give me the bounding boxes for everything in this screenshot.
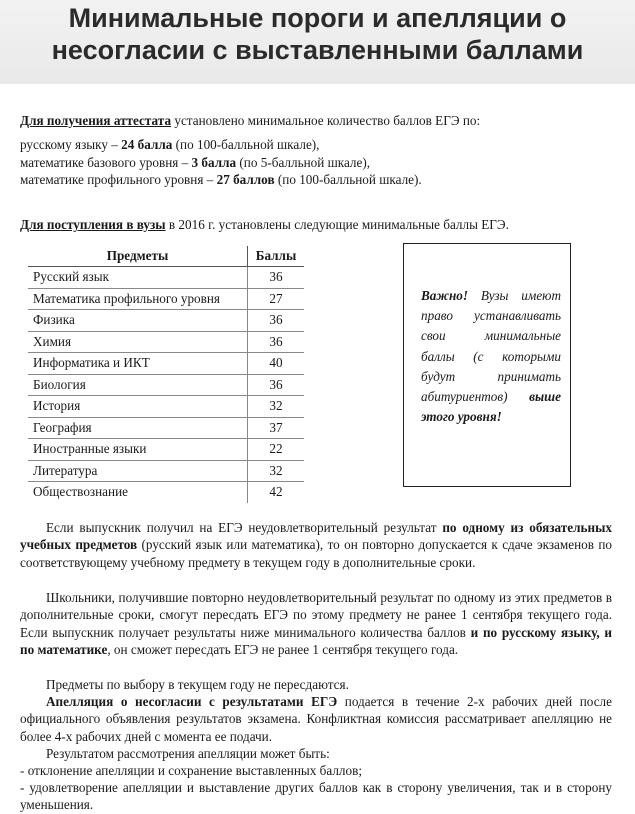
attestat-item-value: 24 балла [121,137,173,152]
note-tail: ! [496,409,502,425]
attestat-lead-rest: установлено минимальное количество баллов ЕГЭ по: [171,113,481,128]
attestat-lead-bold: Для получения аттестата [20,113,172,128]
paragraph-retake [20,519,612,571]
subject-cell: Литература [28,460,248,482]
paragraph-elective: Предметы по выбору в текущем году не пересдаются. [46,677,349,692]
paragraph-bold: Апелляция о несогласии с результатами ЕГЭ [46,694,338,709]
score-cell: 36 [248,331,305,353]
vuz-lead-bold: Для поступления в вузы [20,217,166,232]
subject-cell: Химия [28,331,248,353]
attestat-item-value: 27 баллов [216,172,275,187]
table-row [28,288,304,310]
header-subjects: Предметы [28,246,248,267]
subject-cell: Обществознание [28,482,248,503]
note-bold-start: Важно! [421,288,468,303]
score-cell: 36 [248,310,305,332]
attestat-lead [20,112,480,129]
appeal-result-accept: - удовлетворение апелляции и выставление других баллов как в сторону увеличения, так и в сторону уменьшения. [20,780,612,813]
note-bold-end: выше этого уровня [421,389,561,425]
score-cell: 32 [248,460,305,482]
paragraph-appeal-results: Результатом рассмотрения апелляции может быть: [46,746,330,761]
title-line-1: Минимальные пороги и апелляции о [68,3,567,33]
title-line-2: несогласии с выставленными баллами [51,35,584,65]
scores-table [28,246,304,503]
table-row [28,267,304,289]
attestat-item-text: русскому языку – [20,137,122,152]
attestat-item [20,136,319,153]
score-cell: 37 [248,417,305,439]
page-title [0,2,635,66]
score-cell: 42 [248,482,305,503]
important-note [403,243,571,487]
subject-cell: Информатика и ИКТ [28,353,248,375]
note-text: Вузы имеют право устанавливать свои минимальные баллы (с которыми будут принимать абитуриентов) [421,288,561,405]
attestat-item-scale: (по 100-балльной шкале), [172,137,320,152]
table-row [28,482,304,503]
paragraph-bold: по одному из обязательных учебных предметов [20,520,612,553]
header-scores: Баллы [248,246,305,267]
table-row [28,460,304,482]
table-row [28,417,304,439]
attestat-item [20,154,370,171]
paragraph-appeal [20,693,612,745]
table-header-row [28,246,304,267]
paragraph-bold: и по русскому языку, и по математике [20,624,613,658]
score-cell: 22 [248,439,305,461]
score-cell: 36 [248,374,305,396]
paragraph-text: подается в течение 2-х рабочих дней после официального объявления результатов экзамена. Конфликтная комиссия рассматривает апелляцию не более 4-х рабочих дней с момента ее подачи. [20,694,612,744]
subject-cell: Биология [28,374,248,396]
table-row [28,374,304,396]
attestat-item-text: математике базового уровня – [20,155,192,170]
table-row [28,396,304,418]
table-row [28,353,304,375]
score-cell: 36 [269,269,283,285]
paragraph-text: , он сможет пересдать ЕГЭ не ранее 1 сентября текущего года. [107,642,459,658]
attestat-item-value: 3 балла [191,155,237,170]
paragraph-second-retake [20,589,612,659]
score-cell: 40 [248,353,305,375]
vuz-lead [20,216,509,233]
subject-cell: География [28,417,248,439]
subject-cell: Математика профильного уровня [28,288,248,310]
score-cell: 32 [248,396,305,418]
attestat-item-text: математике профильного уровня – [20,172,217,187]
table-row [28,331,304,353]
attestat-item-scale: (по 5-балльной шкале), [236,155,371,170]
paragraph-text: (русский язык или математика), то он повторно допускается к сдаче экзаменов по соответствующему учебному предмету в текущем году в дополнительные сроки. [20,537,612,570]
appeal-result-reject: - отклонение апелляции и сохранение выставленных баллов; [20,763,362,778]
subject-cell: Русский язык [28,267,248,289]
score-cell: 27 [248,288,305,310]
subject-cell: Физика [28,310,248,332]
table-row [28,439,304,461]
vuz-lead-rest: в 2016 г. установлены следующие минимальные баллы ЕГЭ. [165,217,509,232]
subject-cell: История [28,396,248,418]
paragraph-text: Если выпускник получил на ЕГЭ неудовлетворительный результат [46,520,443,535]
paragraph-text: Школьники, получившие повторно неудовлетворительный результат по одному из этих предметов в дополнительные сроки, смогут пересдать ЕГЭ по этому предмету не ранее 1 сентября текущего года. Если выпускник получает результаты ниже минимального количества баллов [20,590,612,640]
attestat-item-scale: (по 100-балльной шкале). [274,172,422,187]
attestat-item [20,171,422,188]
table-row [28,310,304,332]
subject-cell: Иностранные языки [28,439,248,461]
